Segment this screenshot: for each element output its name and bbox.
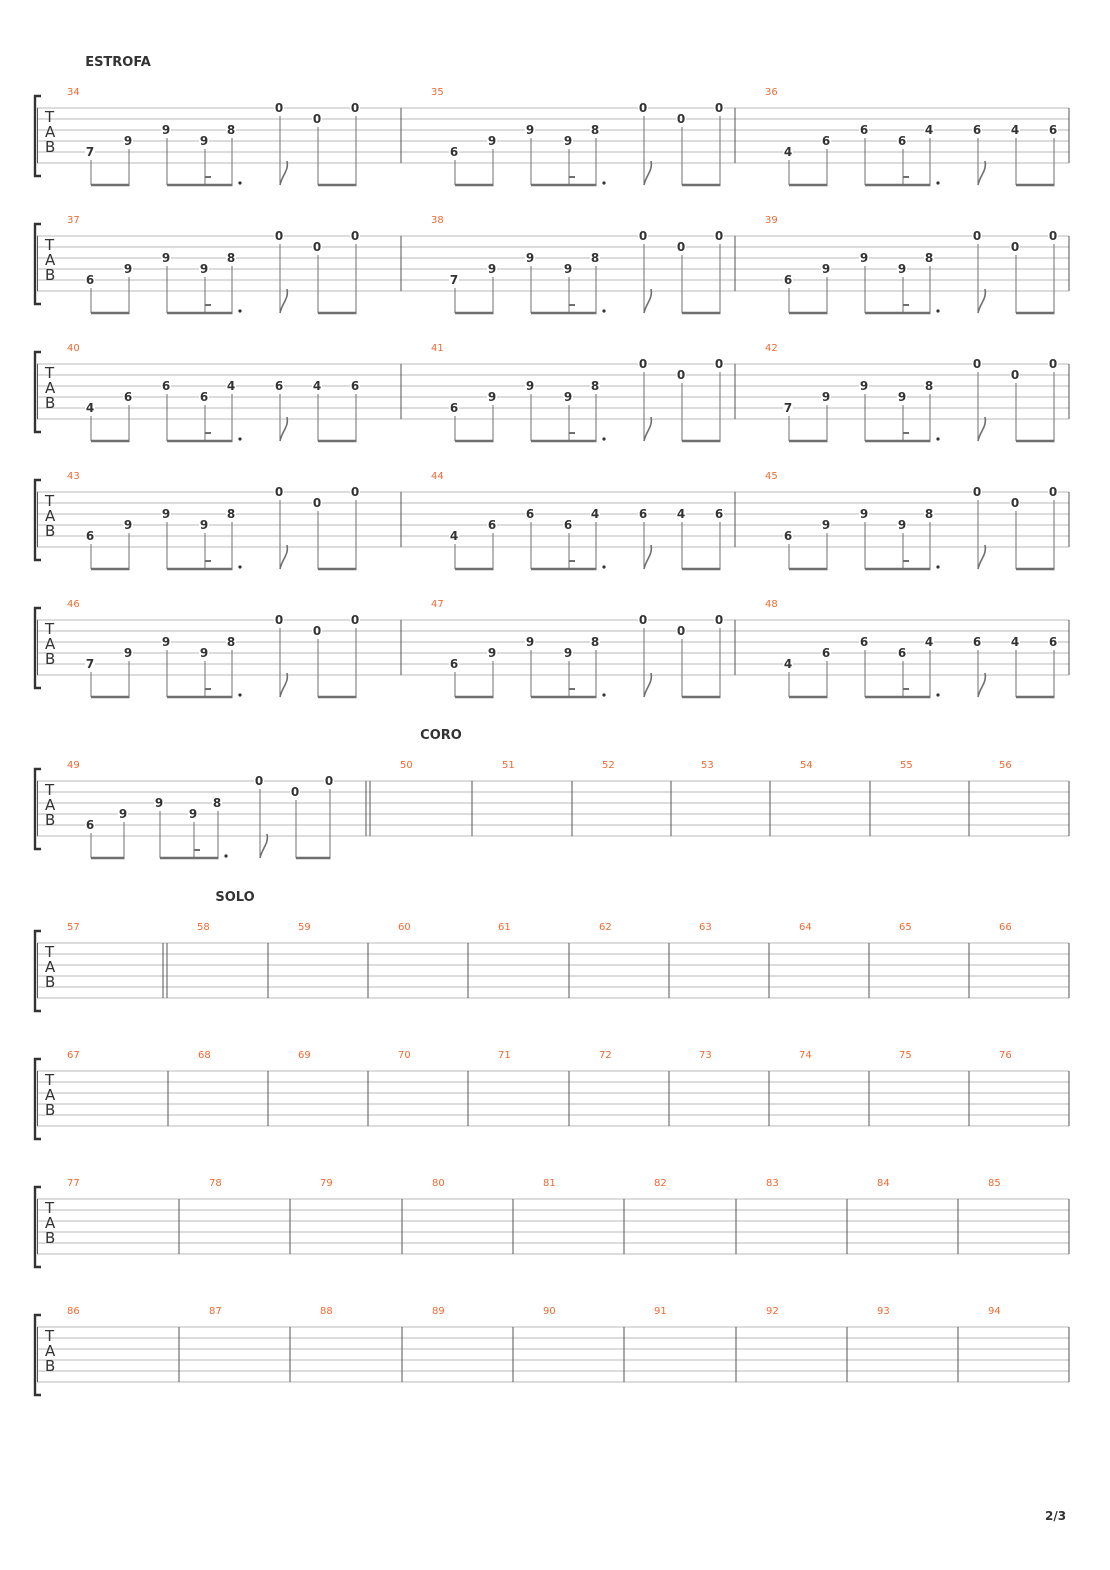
fret-number: 0 [714, 613, 724, 627]
note-flag [644, 289, 651, 313]
fret-number: 9 [199, 134, 209, 148]
measure-number: 37 [67, 215, 80, 226]
fret-number: 9 [897, 262, 907, 276]
fret-number: 8 [590, 251, 600, 265]
measure-number: 61 [498, 922, 511, 933]
fret-number: 8 [590, 635, 600, 649]
fret-number: 4 [1010, 635, 1020, 649]
note-flag [978, 417, 985, 441]
measure-number: 51 [502, 760, 515, 771]
rest-mark [205, 560, 211, 562]
fret-number: 0 [274, 101, 284, 115]
rest-mark [205, 688, 211, 690]
tab-clef-letter: B [45, 266, 56, 284]
fret-number: 9 [487, 262, 497, 276]
rest-mark [903, 688, 909, 690]
fret-number: 4 [676, 507, 686, 521]
measure-number: 47 [431, 599, 444, 610]
tab-clef-letter: T [45, 943, 55, 961]
measure-number: 41 [431, 343, 444, 354]
fret-number: 6 [1048, 123, 1058, 137]
fret-number: 7 [783, 401, 793, 415]
measure-number: 84 [877, 1178, 890, 1189]
fret-number: 9 [563, 390, 573, 404]
measure-number: 42 [765, 343, 778, 354]
measure-number: 73 [699, 1050, 712, 1061]
fret-number: 4 [924, 635, 934, 649]
fret-number: 9 [897, 390, 907, 404]
rest-mark [569, 176, 575, 178]
fret-number: 4 [226, 379, 236, 393]
measure-number: 88 [320, 1306, 333, 1317]
rhythm-dot [936, 565, 939, 568]
fret-number: 0 [312, 496, 322, 510]
fret-number: 9 [188, 807, 198, 821]
fret-number: 0 [312, 112, 322, 126]
measure-number: 69 [298, 1050, 311, 1061]
tab-clef-letter: T [45, 781, 55, 799]
measure-number: 66 [999, 922, 1012, 933]
tab-clef-letter: B [45, 1357, 56, 1375]
fret-number: 6 [161, 379, 171, 393]
note-flag [644, 545, 651, 569]
fret-number: 0 [1048, 357, 1058, 371]
fret-number: 6 [449, 401, 459, 415]
tab-clef-letter: T [45, 1071, 55, 1089]
rhythm-dot [224, 854, 227, 857]
fret-number: 6 [274, 379, 284, 393]
fret-number: 4 [449, 529, 459, 543]
note-flag [644, 417, 651, 441]
fret-number: 6 [525, 507, 535, 521]
fret-number: 6 [563, 518, 573, 532]
tab-clef-letter: B [45, 522, 56, 540]
measure-number: 58 [197, 922, 210, 933]
fret-number: 6 [85, 818, 95, 832]
fret-number: 4 [924, 123, 934, 137]
fret-number: 9 [123, 134, 133, 148]
rest-mark [205, 432, 211, 434]
measure-number: 75 [899, 1050, 912, 1061]
measure-number: 90 [543, 1306, 556, 1317]
measure-number: 34 [67, 87, 80, 98]
fret-number: 6 [85, 273, 95, 287]
fret-number: 0 [972, 485, 982, 499]
tab-clef-letter: A [45, 507, 56, 525]
fret-number: 6 [350, 379, 360, 393]
rhythm-dot [238, 181, 241, 184]
measure-number: 91 [654, 1306, 667, 1317]
fret-number: 9 [123, 262, 133, 276]
fret-number: 8 [226, 507, 236, 521]
section-label: ESTROFA [85, 55, 151, 70]
fret-number: 4 [783, 657, 793, 671]
measure-number: 63 [699, 922, 712, 933]
fret-number: 6 [123, 390, 133, 404]
fret-number: 8 [590, 123, 600, 137]
rhythm-dot [602, 181, 605, 184]
tab-clef-letter: T [45, 1199, 55, 1217]
measure-number: 52 [602, 760, 615, 771]
fret-number: 0 [312, 624, 322, 638]
fret-number: 0 [1010, 368, 1020, 382]
measure-number: 57 [67, 922, 80, 933]
page-number: 2/3 [1045, 1509, 1067, 1523]
note-flag [978, 161, 985, 185]
fret-number: 0 [254, 774, 264, 788]
fret-number: 6 [821, 134, 831, 148]
fret-number: 6 [449, 657, 459, 671]
fret-number: 4 [85, 401, 95, 415]
fret-number: 8 [924, 251, 934, 265]
measure-number: 86 [67, 1306, 80, 1317]
rest-mark [569, 432, 575, 434]
fret-number: 6 [821, 646, 831, 660]
fret-number: 0 [638, 229, 648, 243]
rest-mark [903, 304, 909, 306]
fret-number: 0 [274, 485, 284, 499]
note-flag [978, 289, 985, 313]
tab-clef-letter: B [45, 1101, 56, 1119]
fret-number: 0 [1048, 229, 1058, 243]
fret-number: 0 [1048, 485, 1058, 499]
measure-number: 38 [431, 215, 444, 226]
fret-number: 0 [324, 774, 334, 788]
tab-clef-letter: T [45, 236, 55, 254]
fret-number: 9 [525, 379, 535, 393]
fret-number: 9 [821, 390, 831, 404]
fret-number: 9 [563, 262, 573, 276]
rhythm-dot [238, 565, 241, 568]
rest-mark [569, 560, 575, 562]
measure-number: 94 [988, 1306, 1001, 1317]
rhythm-dot [936, 309, 939, 312]
note-flag [978, 545, 985, 569]
rest-mark [569, 688, 575, 690]
measure-number: 68 [198, 1050, 211, 1061]
rhythm-dot [602, 693, 605, 696]
rhythm-dot [936, 693, 939, 696]
fret-number: 9 [897, 518, 907, 532]
fret-number: 9 [199, 646, 209, 660]
fret-number: 6 [972, 635, 982, 649]
fret-number: 0 [290, 785, 300, 799]
fret-number: 8 [924, 379, 934, 393]
measure-number: 70 [398, 1050, 411, 1061]
measure-number: 50 [400, 760, 413, 771]
fret-number: 9 [118, 807, 128, 821]
tab-clef-letter: T [45, 108, 55, 126]
rest-mark [194, 849, 200, 851]
fret-number: 9 [563, 134, 573, 148]
fret-number: 6 [85, 529, 95, 543]
fret-number: 9 [161, 635, 171, 649]
fret-number: 0 [638, 357, 648, 371]
fret-number: 9 [525, 123, 535, 137]
rest-mark [569, 304, 575, 306]
fret-number: 8 [590, 379, 600, 393]
fret-number: 9 [487, 646, 497, 660]
measure-number: 36 [765, 87, 778, 98]
measure-number: 79 [320, 1178, 333, 1189]
measure-number: 54 [800, 760, 813, 771]
fret-number: 0 [350, 613, 360, 627]
note-flag [644, 161, 651, 185]
measure-number: 39 [765, 215, 778, 226]
fret-number: 9 [487, 390, 497, 404]
rest-mark [903, 176, 909, 178]
fret-number: 9 [525, 251, 535, 265]
fret-number: 6 [783, 529, 793, 543]
tab-clef-letter: A [45, 1086, 56, 1104]
measure-number: 45 [765, 471, 778, 482]
fret-number: 4 [1010, 123, 1020, 137]
section-label: CORO [420, 728, 462, 743]
section-label: SOLO [215, 890, 255, 905]
fret-number: 4 [783, 145, 793, 159]
fret-number: 6 [972, 123, 982, 137]
measure-number: 92 [766, 1306, 779, 1317]
rhythm-dot [936, 181, 939, 184]
tab-clef-letter: T [45, 620, 55, 638]
measure-number: 65 [899, 922, 912, 933]
tab-clef-letter: A [45, 379, 56, 397]
measure-number: 85 [988, 1178, 1001, 1189]
measure-number: 72 [599, 1050, 612, 1061]
fret-number: 0 [638, 613, 648, 627]
fret-number: 8 [226, 635, 236, 649]
fret-number: 0 [312, 240, 322, 254]
fret-number: 7 [449, 273, 459, 287]
fret-number: 0 [676, 624, 686, 638]
fret-number: 9 [161, 251, 171, 265]
measure-number: 64 [799, 922, 812, 933]
fret-number: 9 [859, 507, 869, 521]
fret-number: 8 [212, 796, 222, 810]
measure-number: 89 [432, 1306, 445, 1317]
rest-mark [903, 560, 909, 562]
measure-number: 78 [209, 1178, 222, 1189]
note-flag [280, 289, 287, 313]
tab-clef-letter: A [45, 123, 56, 141]
measure-number: 87 [209, 1306, 222, 1317]
measure-number: 59 [298, 922, 311, 933]
measure-number: 46 [67, 599, 80, 610]
note-flag [260, 834, 267, 858]
fret-number: 9 [859, 251, 869, 265]
fret-number: 9 [821, 518, 831, 532]
measure-number: 35 [431, 87, 444, 98]
measure-number: 44 [431, 471, 444, 482]
fret-number: 6 [783, 273, 793, 287]
fret-number: 9 [199, 518, 209, 532]
fret-number: 0 [350, 101, 360, 115]
fret-number: 6 [487, 518, 497, 532]
fret-number: 9 [563, 646, 573, 660]
fret-number: 0 [350, 485, 360, 499]
measure-number: 93 [877, 1306, 890, 1317]
tab-clef-letter: A [45, 1214, 56, 1232]
measure-number: 43 [67, 471, 80, 482]
fret-number: 0 [972, 357, 982, 371]
measure-number: 67 [67, 1050, 80, 1061]
measure-number: 81 [543, 1178, 556, 1189]
note-flag [280, 417, 287, 441]
fret-number: 9 [487, 134, 497, 148]
tab-clef-letter: B [45, 1229, 56, 1247]
measure-number: 74 [799, 1050, 812, 1061]
fret-number: 9 [821, 262, 831, 276]
measure-number: 49 [67, 760, 80, 771]
fret-number: 0 [714, 101, 724, 115]
rhythm-dot [238, 309, 241, 312]
fret-number: 6 [897, 134, 907, 148]
note-flag [280, 161, 287, 185]
fret-number: 9 [525, 635, 535, 649]
measure-number: 53 [701, 760, 714, 771]
rhythm-dot [602, 437, 605, 440]
fret-number: 9 [161, 507, 171, 521]
tab-clef-letter: A [45, 958, 56, 976]
fret-number: 0 [350, 229, 360, 243]
rhythm-dot [238, 437, 241, 440]
fret-number: 9 [154, 796, 164, 810]
tab-clef-letter: T [45, 1327, 55, 1345]
tab-clef-letter: T [45, 364, 55, 382]
fret-number: 0 [1010, 496, 1020, 510]
rest-mark [205, 176, 211, 178]
fret-number: 8 [226, 123, 236, 137]
rest-mark [205, 304, 211, 306]
fret-number: 6 [859, 635, 869, 649]
fret-number: 7 [85, 145, 95, 159]
measure-number: 80 [432, 1178, 445, 1189]
fret-number: 6 [1048, 635, 1058, 649]
fret-number: 6 [859, 123, 869, 137]
fret-number: 8 [924, 507, 934, 521]
fret-number: 6 [199, 390, 209, 404]
rhythm-dot [602, 565, 605, 568]
measure-number: 55 [900, 760, 913, 771]
fret-number: 4 [590, 507, 600, 521]
tab-clef-letter: B [45, 394, 56, 412]
note-flag [644, 673, 651, 697]
measure-number: 82 [654, 1178, 667, 1189]
fret-number: 9 [199, 262, 209, 276]
tab-clef-letter: A [45, 796, 56, 814]
note-flag [280, 545, 287, 569]
fret-number: 0 [676, 240, 686, 254]
measure-number: 76 [999, 1050, 1012, 1061]
fret-number: 0 [714, 229, 724, 243]
fret-number: 0 [638, 101, 648, 115]
fret-number: 0 [274, 613, 284, 627]
measure-number: 56 [999, 760, 1012, 771]
fret-number: 6 [638, 507, 648, 521]
tab-clef-letter: A [45, 635, 56, 653]
fret-number: 0 [676, 112, 686, 126]
tab-clef-letter: B [45, 138, 56, 156]
rest-mark [903, 432, 909, 434]
fret-number: 9 [123, 518, 133, 532]
fret-number: 9 [161, 123, 171, 137]
rhythm-dot [936, 437, 939, 440]
fret-number: 0 [274, 229, 284, 243]
fret-number: 0 [714, 357, 724, 371]
rhythm-dot [602, 309, 605, 312]
note-flag [280, 673, 287, 697]
fret-number: 7 [85, 657, 95, 671]
tab-clef-letter: T [45, 492, 55, 510]
note-flag [978, 673, 985, 697]
fret-number: 6 [449, 145, 459, 159]
fret-number: 8 [226, 251, 236, 265]
measure-number: 77 [67, 1178, 80, 1189]
rhythm-dot [238, 693, 241, 696]
tab-clef-letter: A [45, 251, 56, 269]
fret-number: 6 [897, 646, 907, 660]
measure-number: 71 [498, 1050, 511, 1061]
fret-number: 9 [123, 646, 133, 660]
measure-number: 83 [766, 1178, 779, 1189]
fret-number: 4 [312, 379, 322, 393]
tab-clef-letter: B [45, 973, 56, 991]
measure-number: 60 [398, 922, 411, 933]
fret-number: 6 [714, 507, 724, 521]
fret-number: 9 [859, 379, 869, 393]
measure-number: 48 [765, 599, 778, 610]
tab-clef-letter: B [45, 811, 56, 829]
fret-number: 0 [972, 229, 982, 243]
measure-number: 40 [67, 343, 80, 354]
tab-clef-letter: A [45, 1342, 56, 1360]
measure-number: 62 [599, 922, 612, 933]
fret-number: 0 [676, 368, 686, 382]
tab-clef-letter: B [45, 650, 56, 668]
fret-number: 0 [1010, 240, 1020, 254]
